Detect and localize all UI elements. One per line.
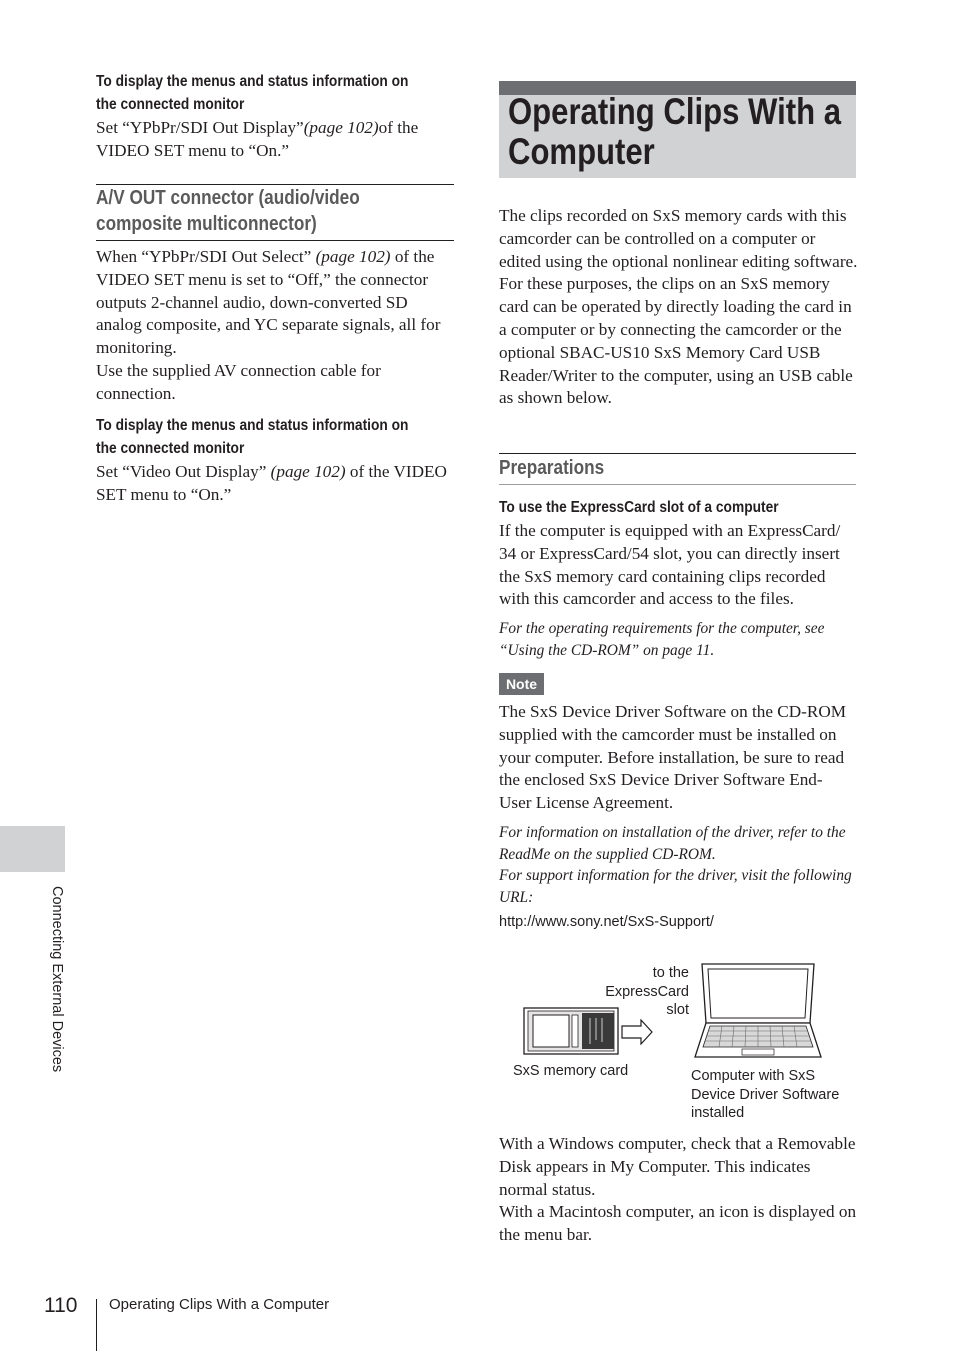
av-out-section-title: A/V OUT connector (audio/video composite multiconnector)	[96, 187, 360, 235]
sub2-heading: To display the menus and status information on the connected monitor	[96, 417, 409, 457]
preparations-heading: Preparations	[499, 457, 605, 479]
av-out-para2: Use the supplied AV connection cable for connection.	[96, 360, 381, 403]
support-url[interactable]: http://www.sony.net/SxS-Support/	[499, 914, 714, 930]
sub1-text: Set “YPbPr/SDI Out Display”(page 102)of the VIDEO SET menu to “On.”	[96, 118, 419, 160]
page-number: 110	[44, 1294, 78, 1317]
side-tab-label: Connecting External Devices	[49, 886, 65, 1073]
side-tab	[0, 826, 65, 872]
note-text: The SxS Device Driver Software on the CD-ROM supplied with the camcorder must be installed on your computer. Before installation, be sure to read the enclosed SxS Device Driver Software End-User License Agreement.	[499, 702, 847, 813]
preparations-rule-top	[499, 453, 856, 454]
note-badge	[499, 673, 544, 695]
av-out-paragraphs	[96, 246, 456, 406]
page-ref: (page 102)	[303, 118, 379, 137]
sxs-card-illustration	[522, 1006, 622, 1056]
note-label: Note	[505, 676, 538, 692]
requirements-note: For the operating requirements for the computer, see “Using the CD-ROM” on page 11.	[499, 620, 825, 659]
left-sub1	[96, 70, 456, 163]
driver-info: For information on installation of the driver, refer to the ReadMe on the supplied CD-ROM. For support information for the driver, visit the following URL:	[499, 824, 852, 906]
footer-divider	[96, 1299, 97, 1351]
sub1-heading: To display the menus and status information on the connected monitor	[96, 73, 409, 113]
left-sub2	[96, 414, 456, 507]
av-out-para1: When “YPbPr/SDI Out Select” (page 102) of the VIDEO SET menu is set to “Off,” the connector outputs 2-channel audio, down-converted SD analog composite, and YC separate signals, all for monitoring.	[96, 247, 441, 358]
insert-arrow-icon	[621, 1019, 654, 1045]
laptop-illustration	[692, 961, 824, 1061]
pc-label: Computer with SxS Device Driver Software installed	[691, 1068, 840, 1121]
card-label: SxS memory card	[513, 1063, 629, 1079]
page-title: Operating Clips With a Computer	[508, 91, 841, 172]
express-text: If the computer is equipped with an ExpressCard/ 34 or ExpressCard/54 slot, you can directly insert the SxS memory card containing clips recorded with this camcorder and access to the files.	[499, 521, 841, 609]
slot-label: to the ExpressCard slot	[605, 965, 689, 1018]
section-rule-bottom	[96, 240, 454, 241]
intro-text: The clips recorded on SxS memory cards with this camcorder can be controlled on a computer or edited using the optional nonlinear editing software. For these purposes, the clips on an SxS memory card can be operated by directly loading the card in a computer or by connecting the camcorder or the optional SBAC-US10 SxS Memory Card USB Reader/Writer to the computer, using an USB cable as shown below.	[499, 206, 858, 408]
preparations-rule-bottom	[499, 484, 856, 485]
os-status-text: With a Windows computer, check that a Removable Disk appears in My Computer. This indicates normal status. With a Macintosh computer, an icon is displayed on the menu bar.	[499, 1134, 857, 1245]
express-heading: To use the ExpressCard slot of a computer	[499, 499, 779, 516]
sub2-text: Set “Video Out Display” (page 102) of the VIDEO SET menu to “On.”	[96, 462, 447, 504]
footer-section-title: Operating Clips With a Computer	[109, 1296, 330, 1313]
